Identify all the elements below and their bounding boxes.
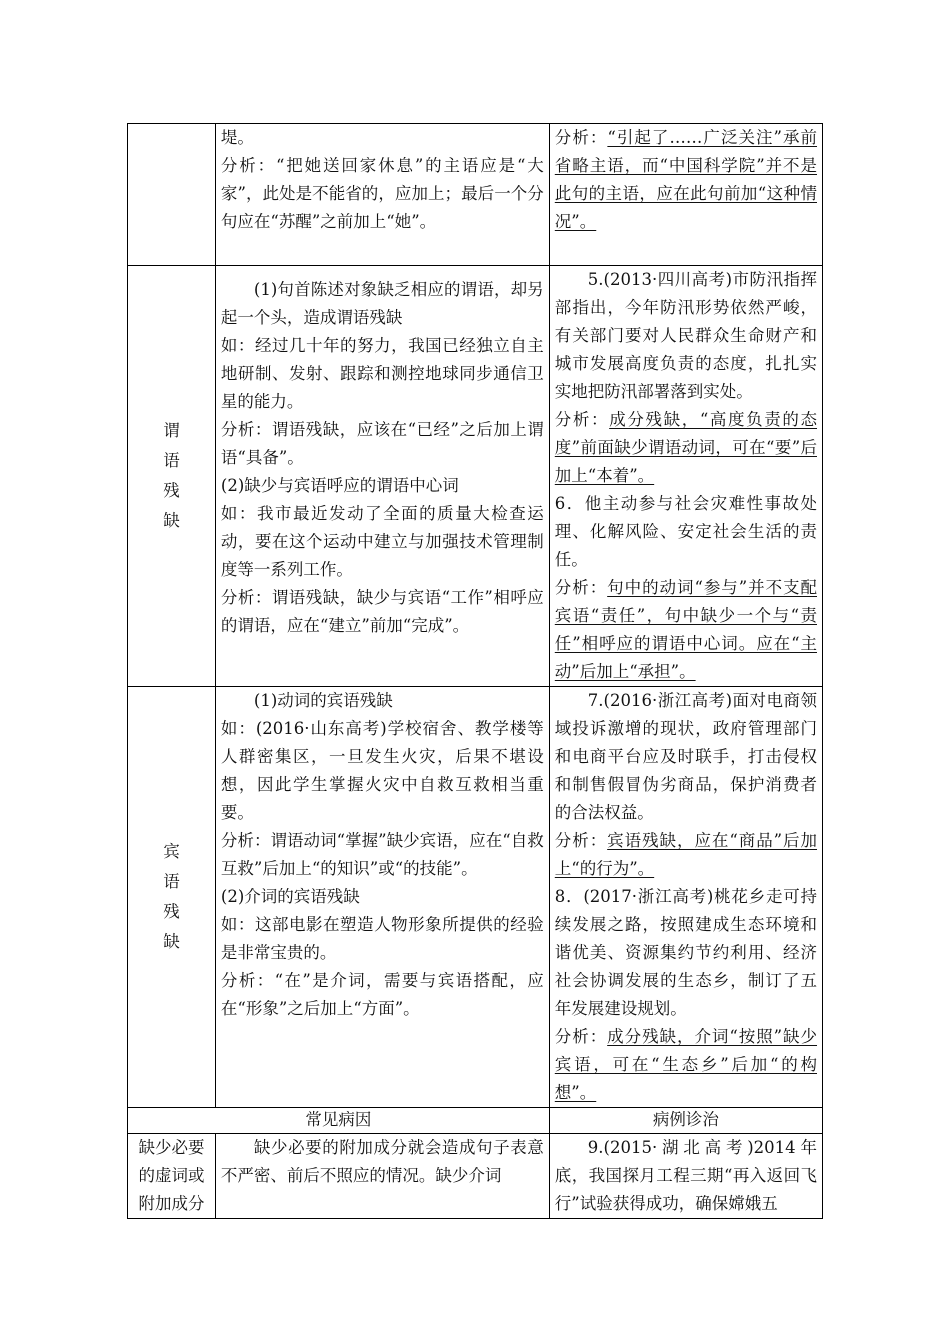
cause-cell [215, 687, 549, 1108]
empty-label-cell [128, 124, 216, 266]
table-row-continuation [128, 124, 823, 266]
table-row-object [128, 687, 823, 1108]
label-char: 宾 [163, 842, 180, 861]
analysis-text [555, 827, 817, 883]
subheading: (1)动词的宾语残缺 [253, 691, 393, 710]
example-text: 如：这部电影在塑造人物形象所提供的经验是非常宝贵的。 [220, 915, 544, 962]
analysis-text: 分析：谓语动词“掌握”缺少宾语，应在“自救互救”后加上“的知识”或“的技能”。 [220, 831, 544, 878]
category-label-predicate [128, 266, 216, 687]
analysis-prefix: 分析： [554, 831, 608, 850]
label-char: 残 [163, 902, 180, 921]
text-line: 堤。 [220, 128, 254, 147]
analysis-answer: 成分残缺，介词“按照”缺少宾语，可在“生态乡”后加“的构想”。 [554, 1027, 818, 1102]
analysis-text: 分析：“把她送回家休息”的主语应是“大家”，此处是不能省的，应加上；最后一个分句应在“苏醒”之前加上“她”。 [220, 156, 544, 231]
subheading: (2)缺少与宾语呼应的谓语中心词 [220, 476, 459, 495]
analysis-prefix: 分析： [554, 410, 610, 429]
header-case-diagnosis: 病例诊治 [549, 1108, 822, 1134]
question-7: 7.(2016·浙江高考)面对电商领域投诉激增的现状，政府管理部门和电商平台应及时联手，打击侵权和制售假冒伪劣商品，保护消费者的合法权益。 [554, 691, 817, 822]
header-common-causes: 常见病因 [128, 1108, 550, 1134]
question-8: 8．(2017·浙江高考)桃花乡走可持续发展之路，按照建成生态环境和谐优美、资源集约节约利用、经济社会协调发展的生态乡，制订了五年发展建设规划。 [554, 887, 817, 1018]
table-row-predicate [128, 266, 823, 687]
label-char: 缺 [163, 511, 180, 530]
table-row-function-words [128, 1134, 823, 1219]
analysis-text [555, 1023, 817, 1107]
analysis-text [555, 406, 817, 490]
analysis-prefix: 分析： [554, 1027, 608, 1046]
example-cell [549, 266, 822, 687]
example-cell: 9.(2015·湖北高考)2014年底，我国探月工程三期“再入返回飞行”试验获得成功，确保嫦娥五 [549, 1134, 822, 1219]
cause-cell: 缺少必要的附加成分就会造成句子表意不严密、前后不照应的情况。缺少介词 [215, 1134, 549, 1219]
example-text: 如：(2016·山东高考)学校宿舍、教学楼等人群密集区，一旦发生火灾，后果不堪设想，因此学生掌握火灾中自救互救相当重要。 [220, 719, 544, 822]
table-header-row [128, 1108, 823, 1134]
analysis-answer: 句中的动词“参与”并不支配宾语“责任”，句中缺少一个与“责任”相呼应的谓语中心词。应在“主动”后加上“承担”。 [554, 578, 818, 681]
cause-cell [215, 124, 549, 266]
label-char: 谓 [163, 421, 180, 440]
analysis-answer: “引起了……广泛关注”承前省略主语，而“中国科学院”并不是此句的主语，应在此句前加“这种情况”。 [554, 128, 818, 231]
label-char: 残 [163, 481, 180, 500]
label-char: 语 [163, 451, 180, 470]
subheading: (1)句首陈述对象缺乏相应的谓语，却另起一个头，造成谓语残缺 [220, 280, 544, 327]
analysis-answer: 宾语残缺，应在“商品”后加上“的行为”。 [554, 831, 818, 878]
cause-cell [215, 266, 549, 687]
analysis-text: 分析：“在”是介词，需要与宾语搭配，应在“形象”之后加上“方面”。 [220, 971, 544, 1018]
example-cell [549, 124, 822, 266]
analysis-text: 分析：谓语残缺，缺少与宾语“工作”相呼应的谓语，应在“建立”前加“完成”。 [220, 588, 544, 635]
subheading: (2)介词的宾语残缺 [220, 887, 360, 906]
question-6: 6．他主动参与社会灾难性事故处理、化解风险、安定社会生活的责任。 [554, 494, 817, 569]
example-cell [549, 687, 822, 1108]
analysis-text [555, 574, 817, 686]
label-char: 语 [163, 872, 180, 891]
example-text: 如：经过几十年的努力，我国已经独立自主地研制、发射、跟踪和测控地球同步通信卫星的能力。 [220, 336, 544, 411]
grammar-table [127, 123, 823, 1219]
label-char: 缺 [163, 932, 180, 951]
category-label-function-words: 缺少必要的虚词或附加成分 [128, 1134, 216, 1219]
analysis-answer: 成分残缺，“高度负责的态度”前面缺少谓语动词，可在“要”后加上“本着”。 [554, 410, 818, 485]
category-label-object [128, 687, 216, 1108]
example-text: 如：我市最近发动了全面的质量大检查运动，要在这个运动中建立与加强技术管理制度等一系列工作。 [220, 504, 544, 579]
question-5: 5.(2013·四川高考)市防汛指挥部指出，今年防汛形势依然严峻，有关部门要对人民群众生命财产和城市发展高度负责的态度，扎扎实实地把防汛部署落到实处。 [554, 270, 817, 401]
analysis-prefix: 分析： [554, 578, 608, 597]
analysis-text [555, 124, 817, 236]
analysis-text: 分析：谓语残缺，应该在“已经”之后加上谓语“具备”。 [220, 420, 544, 467]
analysis-prefix: 分析： [554, 128, 608, 147]
